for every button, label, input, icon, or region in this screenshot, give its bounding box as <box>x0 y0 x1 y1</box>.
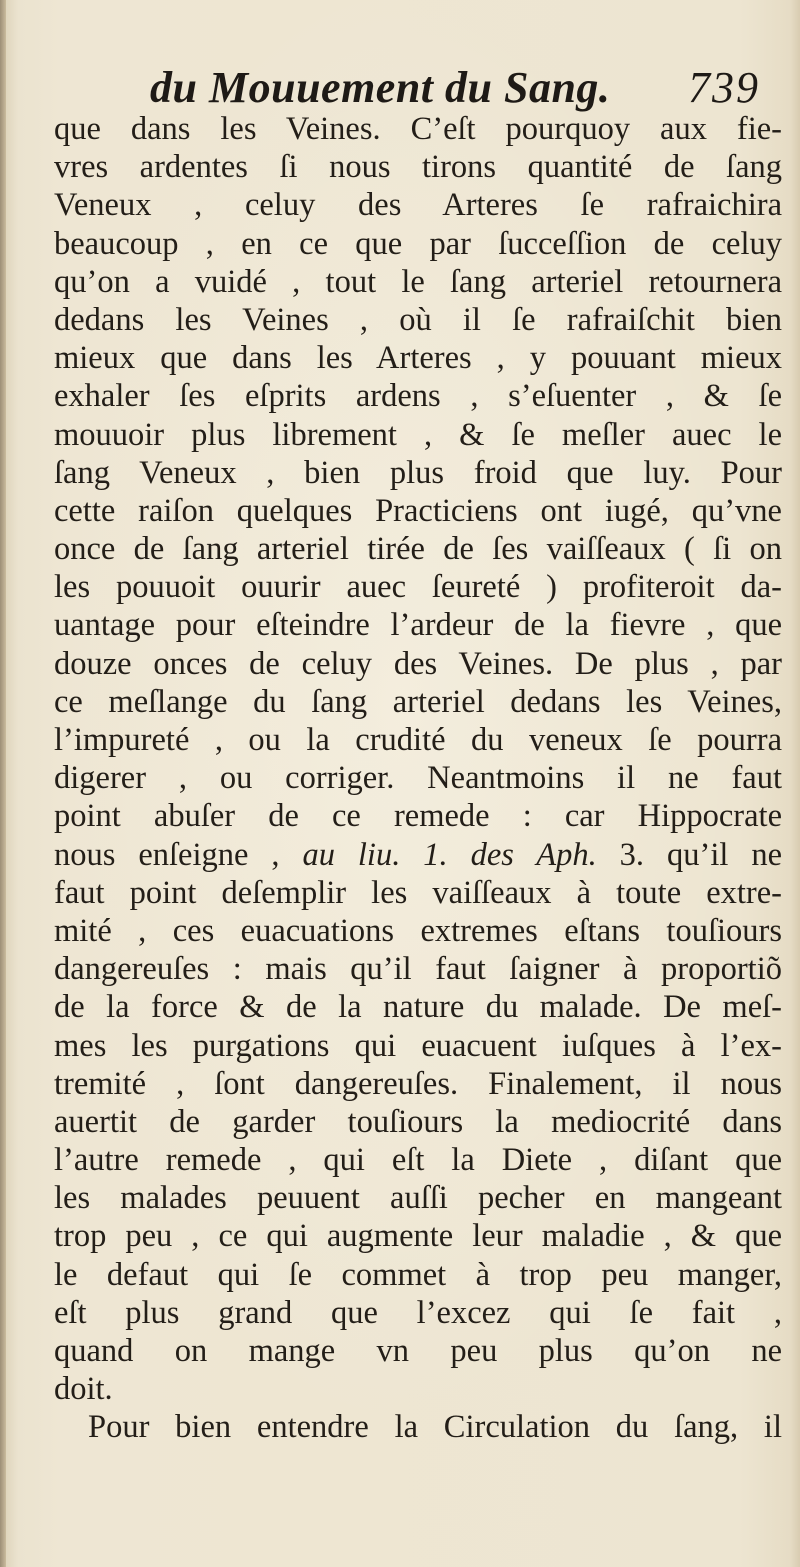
text-line: qu’on a vuidé , tout le ſang arteriel retournera <box>54 263 782 300</box>
text-line: mité , ces euacuations extremes eſtans touſiours <box>54 912 782 949</box>
text-line: once de ſang arteriel tirée de ſes vaiſſeaux ( ſi on <box>54 531 782 568</box>
text-line-citation <box>54 836 782 874</box>
text-line: l’autre remede , qui eſt la Diete , diſant que <box>54 1142 782 1179</box>
text-line: exhaler ſes eſprits ardens , s’eſuenter , & ſe <box>54 378 782 415</box>
text-line: mieux que dans les Arteres , y pouuant mieux <box>54 340 782 377</box>
text-line: eſt plus grand que l’excez qui ſe fait , <box>54 1294 782 1331</box>
text-line: point abuſer de ce remede : car Hippocrate <box>54 798 782 835</box>
text-line: que dans les Veines. C’eſt pourquoy aux fie- <box>54 111 782 147</box>
citation-lead: nous enſeigne , <box>54 836 303 873</box>
text-line: ce meſlange du ſang arteriel dedans les Veines, <box>54 683 782 720</box>
text-line: le defaut qui ſe commet à trop peu manger, <box>54 1256 782 1293</box>
body-text <box>54 110 782 1447</box>
text-line: dedans les Veines , où il ſe rafraiſchit bien <box>54 301 782 338</box>
text-line: les malades peuuent auſſi pecher en mangeant <box>54 1180 782 1217</box>
text-line: beaucoup , en ce que par ſucceſſion de celuy <box>54 225 782 262</box>
text-line: tremité , ſont dangereuſes. Finalement, il nous <box>54 1065 782 1102</box>
text-line: quand on mange vn peu plus qu’on ne <box>54 1333 782 1369</box>
text-line: ſang Veneux , bien plus froid que luy. Pour <box>54 454 782 491</box>
text-line: uantage pour eſteindre l’ardeur de la fievre , que <box>54 607 782 644</box>
text-line: les pouuoit ouurir auec ſeureté ) profiteroit da- <box>54 569 782 606</box>
citation-reference: au liu. 1. des Aph. <box>302 836 597 873</box>
text-line: dangereuſes : mais qu’il faut ſaigner à proportiõ <box>54 951 782 988</box>
text-line: Veneux , celuy des Arteres ſe rafraichira <box>54 187 782 224</box>
running-title: du Mouuement du Sang. <box>150 63 611 112</box>
text-line: digerer , ou corriger. Neantmoins il ne faut <box>54 760 782 797</box>
page-number: 739 <box>688 63 760 112</box>
text-line: auertit de garder touſiours la mediocrité dans <box>54 1103 782 1140</box>
text-line-paragraph-start: Pour bien entendre la Circulation du ſang, il <box>88 1409 782 1446</box>
text-line: de la force & de la nature du malade. De meſ- <box>54 989 782 1026</box>
text-line: vres ardentes ſi nous tirons quantité de ſang <box>54 149 782 186</box>
text-line: doit. <box>54 1371 113 1408</box>
citation-tail: 3. qu’il ne <box>596 836 782 873</box>
text-line: douze onces de celuy des Veines. De plus , par <box>54 645 782 682</box>
text-line: mes les purgations qui euacuent iuſques à l’ex- <box>54 1027 782 1064</box>
text-line: trop peu , ce qui augmente leur maladie , & que <box>54 1218 782 1255</box>
text-line: mouuoir plus librement , & ſe meſler auec le <box>54 416 782 453</box>
text-line: faut point deſemplir les vaiſſeaux à toute extre- <box>54 874 782 911</box>
text-line: l’impureté , ou la crudité du veneux ſe pourra <box>54 722 782 758</box>
text-line: cette raiſon quelques Practiciens ont iugé, qu’vne <box>54 492 782 529</box>
